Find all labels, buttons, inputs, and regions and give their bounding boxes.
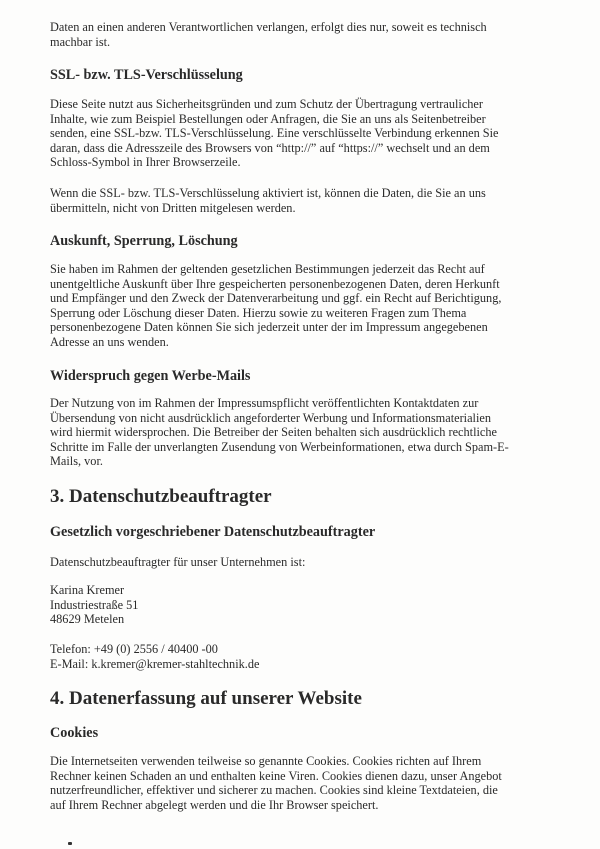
dpo-email: E-Mail: k.kremer@kremer-stahltechnik.de xyxy=(50,656,260,671)
widerspruch-heading: Widerspruch gegen Werbe-Mails xyxy=(50,368,251,384)
auskunft-heading: Auskunft, Sperrung, Löschung xyxy=(50,233,238,249)
ssl-paragraph-2: Wenn die SSL- bzw. TLS-Verschlüsselung aktiviert ist, können die Daten, die Sie an uns übermitteln, nicht von Dritten mitgelesen werden. xyxy=(50,186,486,215)
dpo-subheading: Gesetzlich vorgeschriebener Datenschutzbeauftragter xyxy=(50,524,376,540)
dpo-name: Karina Kremer xyxy=(50,583,125,597)
cookies-heading: Cookies xyxy=(50,725,99,741)
dpo-street: Industriestraße 51 xyxy=(50,597,139,612)
cookies-paragraph: Die Internetseiten verwenden teilweise so genannte Cookies. Cookies richten auf Ihrem Rechner keinen Schaden an und enthalten keine Viren. Cookies dienen dazu, unser Angebot nutzerfreundlicher, effektiver und sicherer zu machen. Cookies sind kleine Textdateien, die auf Ihrem Rechner abgelegt werden und die Ihr Browser speichert. xyxy=(50,754,502,812)
section-4-title: 4. Datenerfassung auf unserer Website xyxy=(50,688,362,709)
dpo-city: 48629 Metelen xyxy=(50,612,125,627)
dpo-contact-details xyxy=(50,642,585,671)
dpo-contact-block xyxy=(50,583,585,627)
dpo-intro-text: Datenschutzbeauftragter für unser Unternehmen ist: xyxy=(50,555,306,569)
section-3-title: 3. Datenschutzbeauftragter xyxy=(50,486,272,507)
ssl-paragraph-1: Diese Seite nutzt aus Sicherheitsgründen und zum Schutz der Übertragung vertraulicher Inhalte, wie zum Beispiel Bestellungen oder Anfragen, die Sie an uns als Seitenbetreiber senden, eine SSL-bzw. TLS-Verschlüsselung. Eine verschlüsselte Verbindung erkennen Sie daran, dass die Adresszeile des Browsers von “http://” auf “https://” wechselt und an dem Schloss-Symbol in Ihrer Browserzeile. xyxy=(50,97,499,170)
auskunft-paragraph: Sie haben im Rahmen der geltenden gesetzlichen Bestimmungen jederzeit das Recht auf unentgeltliche Auskunft über Ihre gespeicherten personenbezogenen Daten, deren Herkunft und Empfänger und den Zweck der Datenverarbeitung und ggf. ein Recht auf Berichtigung, Sperrung oder Löschung dieser Daten. Hierzu sowie zu weiteren Fragen zum Thema personenbezogene Daten können Sie sich jederzeit unter der im Impressum angegebenen Adresse an uns wenden. xyxy=(50,262,502,349)
scan-speck xyxy=(68,842,72,845)
widerspruch-paragraph: Der Nutzung von im Rahmen der Impressumspflicht veröffentlichten Kontaktdaten zur Übersendung von nicht ausdrücklich angeforderter Werbung und Informationsmaterialien wird hiermit widersprochen. Die Betreiber der Seiten behalten sich ausdrücklich rechtliche Schritte im Falle der unverlangten Zusendung von Werbeinformationen, etwa durch Spam-E- Mails, vor. xyxy=(50,396,509,469)
ssl-heading: SSL- bzw. TLS-Verschlüsselung xyxy=(50,67,243,83)
intro-continuation-text: Daten an einen anderen Verantwortlichen verlangen, erfolgt dies nur, soweit es technisch machbar ist. xyxy=(50,20,487,49)
dpo-phone: Telefon: +49 (0) 2556 / 40400 -00 xyxy=(50,642,218,656)
